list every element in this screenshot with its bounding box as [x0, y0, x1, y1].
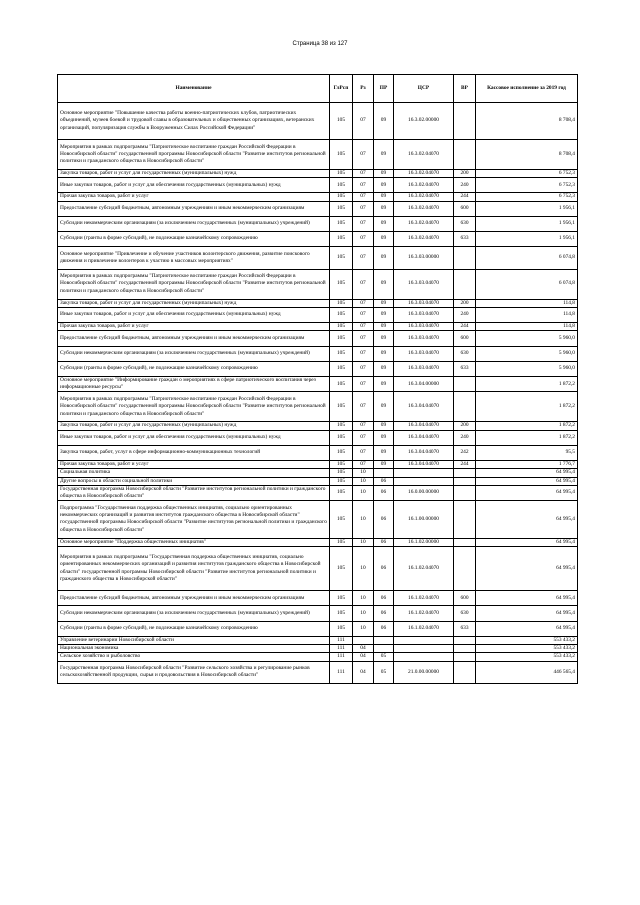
cell-rz: 07: [353, 376, 374, 392]
cell-name: Субсидии (гранты в форме субсидий), не подлежащие казначейскому сопровождению: [58, 232, 330, 247]
cell-grp: 105: [330, 430, 353, 445]
cell-name: Субсидии (гранты в форме субсидий), не подлежащие казначейскому сопровождению: [58, 621, 330, 636]
cell-sum: 1 956,1: [476, 201, 578, 216]
cell-rz: 10: [353, 477, 374, 485]
cell-csr: 16.3.02.04070: [394, 193, 454, 201]
cell-grp: 105: [330, 201, 353, 216]
cell-sum: 64 995,4: [476, 477, 578, 485]
cell-vr: [454, 469, 476, 477]
cell-grp: 105: [330, 445, 353, 460]
cell-grp: 105: [330, 621, 353, 636]
table-row: [58, 469, 578, 477]
table-row: [58, 460, 578, 468]
cell-name: Мероприятия в рамках подпрограммы "Патриотическое воспитание граждан Российской Федерации в Новосибирской области" государственной программы Новосибирской области "Развитие институтов региональной политики и гражданского общества в Новосибирской области": [58, 392, 330, 422]
cell-pr: [374, 645, 394, 653]
cell-vr: 630: [454, 216, 476, 231]
table-row: [58, 193, 578, 201]
cell-name: Предоставление субсидий бюджетным, автономным учреждениям и иным некоммерческим организациям: [58, 201, 330, 216]
cell-rz: 10: [353, 501, 374, 538]
cell-grp: 105: [330, 269, 353, 299]
table-body: [58, 103, 578, 684]
column-header-pr: ПР: [374, 75, 394, 103]
cell-sum: 1 872,2: [476, 392, 578, 422]
table-row: [58, 477, 578, 485]
cell-csr: 16.3.04.04070: [394, 430, 454, 445]
cell-sum: 64 995,4: [476, 591, 578, 606]
cell-grp: 105: [330, 460, 353, 468]
cell-pr: 09: [374, 361, 394, 376]
cell-pr: 06: [374, 621, 394, 636]
cell-csr: [394, 653, 454, 661]
table-row: [58, 307, 578, 322]
cell-csr: 16.1.02.04070: [394, 621, 454, 636]
cell-rz: 07: [353, 392, 374, 422]
cell-pr: 06: [374, 538, 394, 546]
cell-rz: 10: [353, 546, 374, 590]
cell-rz: 07: [353, 216, 374, 231]
cell-name: Национальная экономика: [58, 645, 330, 653]
cell-sum: 64 995,4: [476, 469, 578, 477]
cell-pr: 09: [374, 269, 394, 299]
table-row: [58, 501, 578, 538]
column-header-vr: ВР: [454, 75, 476, 103]
cell-pr: 09: [374, 232, 394, 247]
cell-pr: 09: [374, 201, 394, 216]
cell-vr: 630: [454, 346, 476, 361]
cell-name: Прочая закупка товаров, работ и услуг: [58, 460, 330, 468]
cell-csr: 16.3.03.04070: [394, 307, 454, 322]
cell-sum: 5 960,0: [476, 361, 578, 376]
cell-pr: 09: [374, 392, 394, 422]
cell-pr: [374, 636, 394, 644]
cell-name: Основное мероприятие "Привлечение и обучение участников волонтерского движения, развитие поискового движения и привлечение волонтеров к участию в массовых мероприятиях": [58, 247, 330, 270]
cell-csr: 16.3.02.04070: [394, 201, 454, 216]
cell-csr: 16.3.04.04070: [394, 445, 454, 460]
cell-grp: 105: [330, 392, 353, 422]
cell-csr: 16.1.00.00000: [394, 501, 454, 538]
cell-csr: 16.3.03.04070: [394, 346, 454, 361]
cell-pr: 09: [374, 140, 394, 170]
cell-grp: 105: [330, 376, 353, 392]
cell-sum: 553 433,2: [476, 653, 578, 661]
cell-pr: 09: [374, 299, 394, 307]
cell-name: Государственная программа Новосибирской области "Развитие институтов региональной политики и гражданского общества в Новосибирской области": [58, 485, 330, 501]
table-row: [58, 392, 578, 422]
cell-pr: 09: [374, 193, 394, 201]
cell-vr: 244: [454, 460, 476, 468]
cell-pr: 05: [374, 661, 394, 684]
cell-grp: 105: [330, 247, 353, 270]
cell-name: Прочая закупка товаров, работ и услуг: [58, 193, 330, 201]
table-row: [58, 621, 578, 636]
table-row: [58, 361, 578, 376]
cell-rz: 07: [353, 169, 374, 177]
cell-vr: 600: [454, 331, 476, 346]
cell-grp: 105: [330, 361, 353, 376]
cell-grp: 105: [330, 193, 353, 201]
cell-name: Сельское хозяйство и рыболовство: [58, 653, 330, 661]
cell-pr: 09: [374, 376, 394, 392]
cell-csr: 16.3.02.04070: [394, 140, 454, 170]
table-row: [58, 103, 578, 140]
cell-sum: 64 995,4: [476, 621, 578, 636]
cell-name: Социальная политика: [58, 469, 330, 477]
cell-grp: 105: [330, 606, 353, 621]
cell-csr: 16.3.03.00000: [394, 247, 454, 270]
cell-name: Основное мероприятие "Повышение качества работы военно-патриотических клубов, патриотических объединений, музеев боевой и трудовой славы в образовательных и общественных организациях, ветеранских организаций, популяризация службы в Вооруженных Силах Российской Федерации": [58, 103, 330, 140]
cell-pr: 09: [374, 307, 394, 322]
table-row: [58, 216, 578, 231]
table-row: [58, 546, 578, 590]
table-header-row: [58, 75, 578, 103]
cell-rz: 10: [353, 621, 374, 636]
cell-name: Прочая закупка товаров, работ и услуг: [58, 323, 330, 331]
cell-csr: 16.1.02.04070: [394, 606, 454, 621]
cell-grp: 105: [330, 140, 353, 170]
cell-vr: 240: [454, 307, 476, 322]
table-row: [58, 269, 578, 299]
cell-rz: 07: [353, 361, 374, 376]
cell-vr: 240: [454, 430, 476, 445]
cell-grp: 105: [330, 422, 353, 430]
cell-vr: 633: [454, 232, 476, 247]
cell-sum: 1 776,7: [476, 460, 578, 468]
cell-vr: [454, 103, 476, 140]
cell-sum: 114,8: [476, 323, 578, 331]
cell-rz: 07: [353, 346, 374, 361]
cell-vr: 240: [454, 178, 476, 193]
cell-grp: 105: [330, 216, 353, 231]
cell-pr: 06: [374, 477, 394, 485]
cell-csr: 16.3.03.04070: [394, 269, 454, 299]
budget-execution-table: [57, 74, 578, 684]
table-row: [58, 346, 578, 361]
table-row: [58, 636, 578, 644]
cell-rz: 07: [353, 460, 374, 468]
column-header-name: Наименование: [58, 75, 330, 103]
cell-vr: 242: [454, 445, 476, 460]
cell-csr: 16.3.02.04070: [394, 216, 454, 231]
cell-sum: 64 995,4: [476, 485, 578, 501]
cell-vr: [454, 140, 476, 170]
cell-csr: 16.3.02.04070: [394, 178, 454, 193]
table-row: [58, 247, 578, 270]
cell-csr: [394, 645, 454, 653]
cell-rz: 10: [353, 606, 374, 621]
cell-pr: 09: [374, 331, 394, 346]
cell-csr: 16.0.00.00000: [394, 485, 454, 501]
table-row: [58, 645, 578, 653]
cell-sum: 1 872,2: [476, 430, 578, 445]
table-row: [58, 430, 578, 445]
table-row: [58, 422, 578, 430]
cell-csr: 16.3.04.00000: [394, 376, 454, 392]
cell-sum: 114,8: [476, 307, 578, 322]
cell-vr: 633: [454, 621, 476, 636]
cell-csr: 16.1.02.00000: [394, 538, 454, 546]
table-row: [58, 485, 578, 501]
cell-csr: 16.3.04.04070: [394, 422, 454, 430]
cell-name: Субсидии некоммерческим организациям (за исключением государственных (муниципальных) учреждений): [58, 346, 330, 361]
cell-sum: 553 433,2: [476, 636, 578, 644]
cell-sum: 8 708,4: [476, 140, 578, 170]
cell-pr: 09: [374, 346, 394, 361]
cell-rz: 04: [353, 653, 374, 661]
cell-name: Субсидии некоммерческим организациям (за исключением государственных (муниципальных) учреждений): [58, 216, 330, 231]
table-row: [58, 653, 578, 661]
column-header-grp: ГлРсп: [330, 75, 353, 103]
cell-vr: [454, 546, 476, 590]
cell-vr: 600: [454, 591, 476, 606]
cell-name: Закупка товаров, работ и услуг для государственных (муниципальных) нужд: [58, 422, 330, 430]
cell-pr: 06: [374, 606, 394, 621]
cell-vr: [454, 661, 476, 684]
cell-pr: 06: [374, 591, 394, 606]
cell-sum: 1 872,2: [476, 422, 578, 430]
cell-grp: 105: [330, 485, 353, 501]
cell-name: Закупка товаров, работ и услуг для государственных (муниципальных) нужд: [58, 169, 330, 177]
cell-grp: 105: [330, 346, 353, 361]
table-row: [58, 331, 578, 346]
cell-rz: 07: [353, 422, 374, 430]
cell-name: Предоставление субсидий бюджетным, автономным учреждениям и иным некоммерческим организациям: [58, 331, 330, 346]
table-row: [58, 323, 578, 331]
cell-vr: 244: [454, 193, 476, 201]
cell-sum: 6 752,3: [476, 178, 578, 193]
cell-csr: [394, 469, 454, 477]
cell-name: Закупка товаров, работ, услуг в сфере информационно-коммуникационных технологий: [58, 445, 330, 460]
cell-sum: 114,8: [476, 299, 578, 307]
table-row: [58, 445, 578, 460]
cell-pr: 09: [374, 247, 394, 270]
cell-pr: 09: [374, 422, 394, 430]
cell-csr: [394, 477, 454, 485]
table-row: [58, 232, 578, 247]
column-header-csr: ЦСР: [394, 75, 454, 103]
cell-grp: 111: [330, 645, 353, 653]
table-row: [58, 538, 578, 546]
cell-grp: 105: [330, 469, 353, 477]
cell-pr: 09: [374, 216, 394, 231]
cell-name: Подпрограмма "Государственная поддержка общественных инициатив, социально ориентированных некоммерческих организаций и развития институтов гражданского общества в Новосибирской области" государственной программы Новосибирской области "Развитие институтов региональной политики и гражданского общества в Новосибирской области": [58, 501, 330, 538]
cell-pr: 09: [374, 460, 394, 468]
cell-rz: 04: [353, 645, 374, 653]
cell-pr: 06: [374, 546, 394, 590]
cell-sum: 1 872,2: [476, 376, 578, 392]
cell-rz: 07: [353, 299, 374, 307]
cell-csr: 21.0.00.00000: [394, 661, 454, 684]
cell-sum: 6 752,3: [476, 169, 578, 177]
cell-vr: 630: [454, 606, 476, 621]
cell-grp: 105: [330, 299, 353, 307]
cell-grp: 111: [330, 661, 353, 684]
cell-pr: 09: [374, 445, 394, 460]
cell-rz: 07: [353, 178, 374, 193]
cell-grp: 111: [330, 653, 353, 661]
cell-rz: 07: [353, 140, 374, 170]
cell-csr: 16.3.02.00000: [394, 103, 454, 140]
cell-sum: 446 565,4: [476, 661, 578, 684]
cell-vr: [454, 501, 476, 538]
cell-grp: 105: [330, 591, 353, 606]
cell-sum: 5 960,0: [476, 331, 578, 346]
cell-vr: 633: [454, 361, 476, 376]
cell-grp: 105: [330, 169, 353, 177]
table-row: [58, 169, 578, 177]
cell-rz: 10: [353, 591, 374, 606]
cell-rz: [353, 636, 374, 644]
cell-vr: 200: [454, 169, 476, 177]
cell-vr: [454, 645, 476, 653]
cell-vr: [454, 538, 476, 546]
cell-pr: 09: [374, 323, 394, 331]
cell-rz: 07: [353, 247, 374, 270]
cell-rz: 07: [353, 323, 374, 331]
table-row: [58, 299, 578, 307]
cell-name: Основное мероприятие "Информирование граждан о мероприятиях в сфере патриотического воспитания через информационные ресурсы": [58, 376, 330, 392]
cell-pr: 09: [374, 169, 394, 177]
cell-csr: 16.1.02.04070: [394, 546, 454, 590]
cell-grp: 105: [330, 232, 353, 247]
cell-rz: 07: [353, 445, 374, 460]
table-row: [58, 591, 578, 606]
cell-name: Закупка товаров, работ и услуг для государственных (муниципальных) нужд: [58, 299, 330, 307]
cell-vr: [454, 269, 476, 299]
cell-vr: 200: [454, 422, 476, 430]
cell-sum: 553 433,2: [476, 645, 578, 653]
cell-pr: 09: [374, 103, 394, 140]
column-header-sum: Кассовое исполнение за 2019 год: [476, 75, 578, 103]
cell-rz: 10: [353, 538, 374, 546]
cell-vr: 244: [454, 323, 476, 331]
cell-vr: [454, 247, 476, 270]
cell-grp: 105: [330, 546, 353, 590]
table-row: [58, 201, 578, 216]
cell-csr: 16.3.02.04070: [394, 169, 454, 177]
cell-csr: 16.3.02.04070: [394, 232, 454, 247]
cell-pr: 06: [374, 501, 394, 538]
cell-name: Предоставление субсидий бюджетным, автономным учреждениям и иным некоммерческим организациям: [58, 591, 330, 606]
cell-csr: 16.3.03.04070: [394, 361, 454, 376]
cell-csr: 16.3.03.04070: [394, 299, 454, 307]
cell-grp: 105: [330, 178, 353, 193]
cell-grp: 105: [330, 103, 353, 140]
cell-rz: 10: [353, 469, 374, 477]
cell-csr: 16.1.02.04070: [394, 591, 454, 606]
cell-grp: 105: [330, 331, 353, 346]
cell-rz: 07: [353, 232, 374, 247]
cell-name: Основное мероприятие "Поддержка общественных инициатив": [58, 538, 330, 546]
cell-pr: 09: [374, 430, 394, 445]
cell-grp: 105: [330, 501, 353, 538]
cell-grp: 105: [330, 307, 353, 322]
cell-sum: 64 995,4: [476, 501, 578, 538]
cell-name: Другие вопросы в области социальной политики: [58, 477, 330, 485]
cell-name: Государственная программа Новосибирской области "Развитие сельского хозяйства и регулирование рынков сельскохозяйственной продукции, сырья и продовольствия в Новосибирской области": [58, 661, 330, 684]
cell-rz: 07: [353, 103, 374, 140]
cell-vr: [454, 392, 476, 422]
cell-name: Мероприятия в рамках подпрограммы "Государственная поддержка общественных инициатив, социально ориентированных некоммерческих организаций и развития институтов гражданского общества в Новосибирской области" государственной программы Новосибирской области "Развитие институтов региональной политики и гражданского общества в Новосибирской области": [58, 546, 330, 590]
cell-sum: 64 995,4: [476, 606, 578, 621]
cell-csr: [394, 636, 454, 644]
cell-grp: 111: [330, 636, 353, 644]
cell-rz: 07: [353, 307, 374, 322]
cell-rz: 07: [353, 201, 374, 216]
cell-vr: 600: [454, 201, 476, 216]
cell-pr: 06: [374, 485, 394, 501]
cell-sum: 1 956,1: [476, 232, 578, 247]
cell-csr: 16.3.04.04070: [394, 392, 454, 422]
cell-pr: 09: [374, 178, 394, 193]
cell-sum: 1 956,1: [476, 216, 578, 231]
cell-csr: 16.3.04.04070: [394, 460, 454, 468]
cell-rz: 07: [353, 269, 374, 299]
cell-sum: 5 960,0: [476, 346, 578, 361]
cell-pr: [374, 469, 394, 477]
page-number-header: Страница 38 из 127: [292, 41, 348, 47]
cell-sum: 6 074,8: [476, 269, 578, 299]
column-header-rz: Рз: [353, 75, 374, 103]
table-row: [58, 178, 578, 193]
cell-name: Субсидии (гранты в форме субсидий), не подлежащие казначейскому сопровождению: [58, 361, 330, 376]
cell-name: Мероприятия в рамках подпрограммы "Патриотическое воспитание граждан Российской Федерации в Новосибирской области" государственной программы Новосибирской области "Развитие институтов региональной политики и гражданского общества в Новосибирской области": [58, 140, 330, 170]
cell-name: Иные закупки товаров, работ и услуг для обеспечения государственных (муниципальных) нужд: [58, 307, 330, 322]
cell-rz: 10: [353, 485, 374, 501]
cell-name: Иные закупки товаров, работ и услуг для обеспечения государственных (муниципальных) нужд: [58, 178, 330, 193]
cell-vr: [454, 376, 476, 392]
table-row: [58, 606, 578, 621]
cell-rz: 07: [353, 430, 374, 445]
cell-grp: 105: [330, 323, 353, 331]
table-row: [58, 376, 578, 392]
cell-grp: 105: [330, 538, 353, 546]
cell-rz: 07: [353, 331, 374, 346]
cell-sum: 64 995,4: [476, 546, 578, 590]
table-row: [58, 140, 578, 170]
cell-sum: 8 708,4: [476, 103, 578, 140]
cell-grp: 105: [330, 477, 353, 485]
cell-name: Мероприятия в рамках подпрограммы "Патриотическое воспитание граждан Российской Федерации в Новосибирской области" государственной программы Новосибирской области "Развитие институтов региональной политики и гражданского общества в Новосибирской области": [58, 269, 330, 299]
cell-name: Субсидии некоммерческим организациям (за исключением государственных (муниципальных) учреждений): [58, 606, 330, 621]
cell-vr: [454, 477, 476, 485]
cell-rz: 07: [353, 193, 374, 201]
cell-name: Иные закупки товаров, работ и услуг для обеспечения государственных (муниципальных) нужд: [58, 430, 330, 445]
cell-sum: 64 995,4: [476, 538, 578, 546]
cell-vr: [454, 653, 476, 661]
cell-sum: 6 752,3: [476, 193, 578, 201]
cell-vr: 200: [454, 299, 476, 307]
cell-vr: [454, 485, 476, 501]
cell-sum: 95,5: [476, 445, 578, 460]
cell-pr: 05: [374, 653, 394, 661]
cell-name: Управление ветеринарии Новосибирской области: [58, 636, 330, 644]
cell-csr: 16.3.03.04070: [394, 323, 454, 331]
table-row: [58, 661, 578, 684]
cell-vr: [454, 636, 476, 644]
cell-csr: 16.3.03.04070: [394, 331, 454, 346]
cell-rz: 04: [353, 661, 374, 684]
cell-sum: 6 074,8: [476, 247, 578, 270]
